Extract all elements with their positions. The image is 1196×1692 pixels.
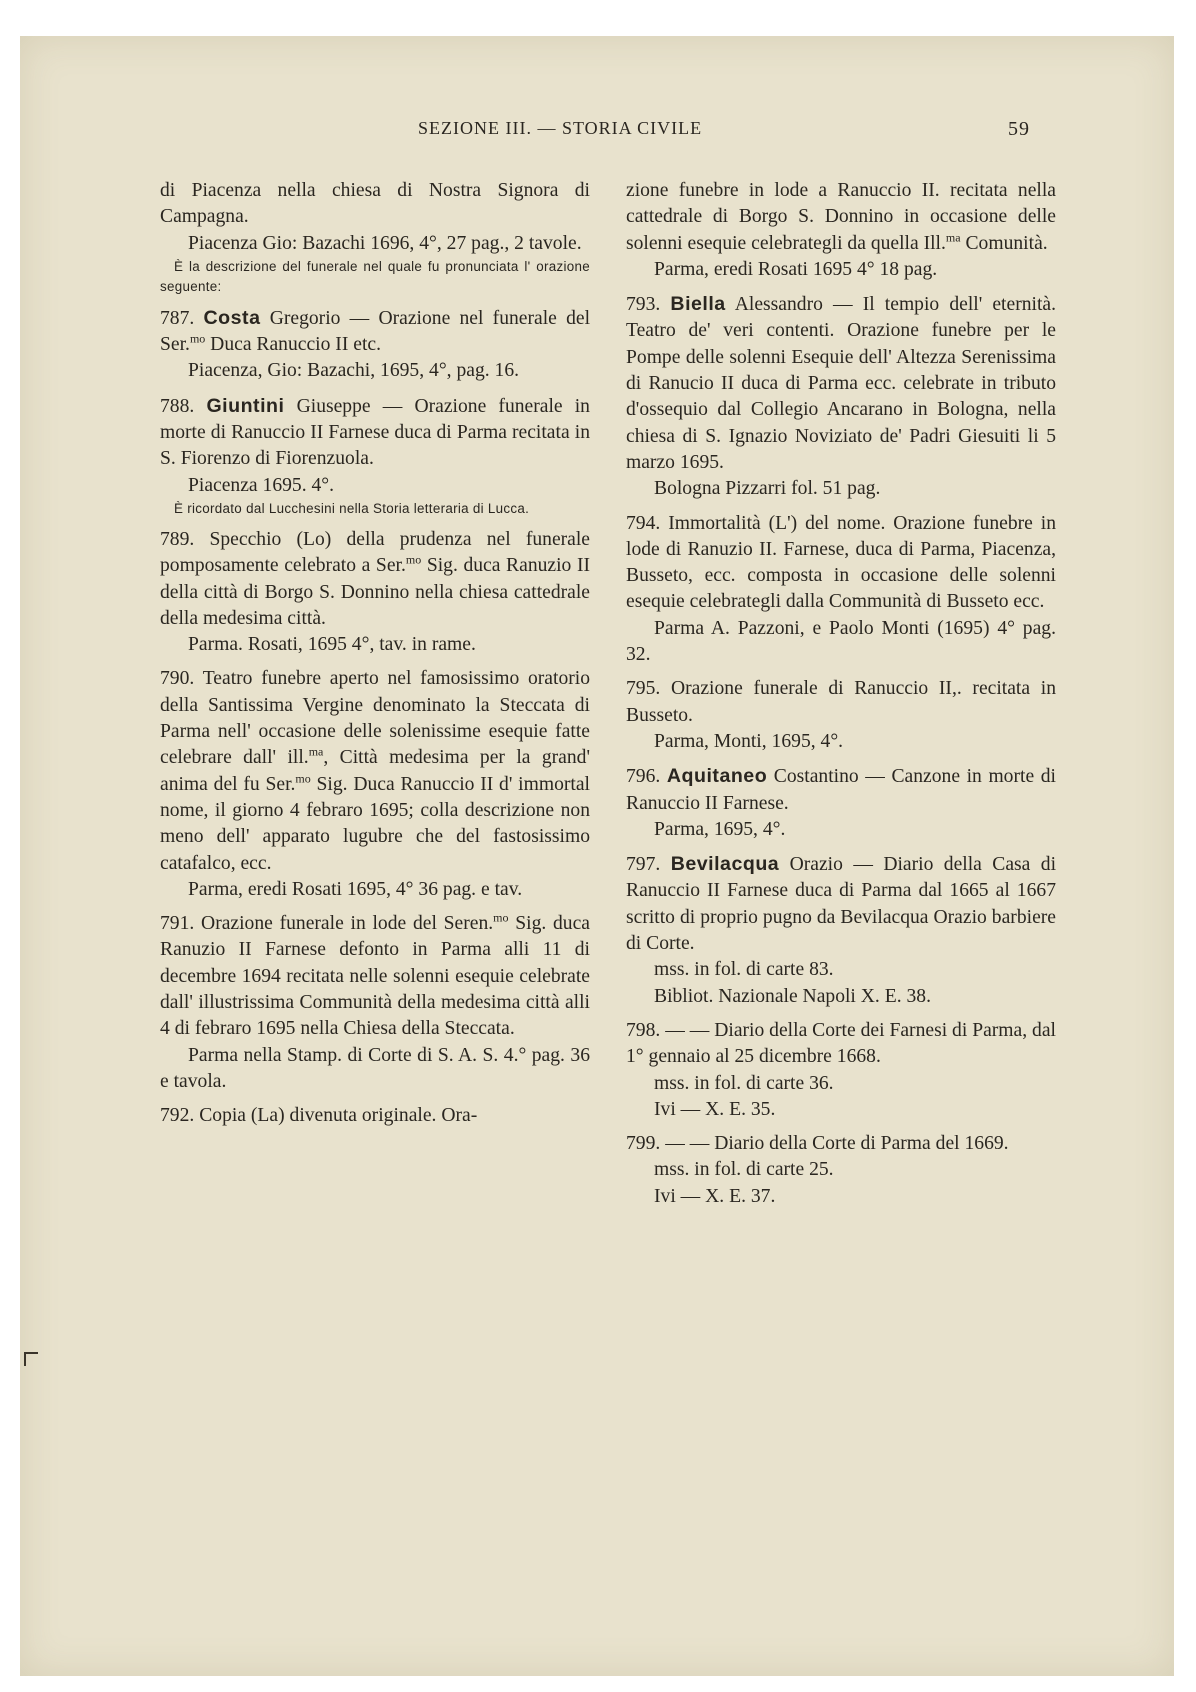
entry-text: Gregorio — Orazione nel funerale del Ser. — [160, 307, 591, 356]
entry-author: Giuntini — [206, 394, 285, 417]
entry-text: Alessandro — Il tempio dell' eternità. Teatro de' veri contenti. Orazione funebre per le Pompe delle solenni Esequie dell' Altezza Serenissima di Ranucio II duca di Parma ecc. celebrate in tributo d'ossequio dal Collegio Ancarano in Bologna, nella chiesa di S. Ignazio Noviziato de' Padri Giesuiti li 5 marzo 1695. — [626, 294, 1057, 473]
entry-789 — [160, 527, 590, 658]
entry-text: — — Diario della Corte di Parma del 1669. — [665, 1133, 1009, 1155]
entry-text-cont: Sig. duca Ranuzio II Farnese defonto in Parma alli 11 di decembre 1694 recitata nelle solenni esequie celebrate dall' illustrissima Communità della medesima città alli 4 di febraro 1695 nella Chiesa della Steccata. — [160, 913, 590, 1040]
entry-number: 792. — [160, 1105, 195, 1127]
entry-text: Copia (La) divenuta originale. Ora- — [199, 1105, 478, 1127]
entry-note: È la descrizione del funerale nel quale fu pronunciata l' orazione seguente: — [160, 258, 590, 294]
margin-mark — [24, 1352, 38, 1354]
entry-text: Orazio — Diario della Casa di Ranuccio II Farnese duca di Parma dal 1665 al 1667 scritto di proprio pugno da Bevilacqua Orazio barbiere di Corte. — [626, 854, 1057, 955]
entry-791 — [160, 911, 590, 1095]
entry-799 — [626, 1131, 1056, 1210]
entry-793 — [626, 291, 1056, 502]
superscript: mo — [295, 771, 311, 786]
entry-location: Bibliot. Nazionale Napoli X. E. 38. — [654, 985, 931, 1007]
entry-798 — [626, 1018, 1056, 1123]
entry-publication: Parma nella Stamp. di Corte di S. A. S. 4.° pag. 36 e tavola. — [160, 1044, 590, 1092]
entry-continuation — [626, 178, 1056, 283]
entry-author: Biella — [670, 293, 726, 316]
section-title: SEZIONE III. — STORIA CIVILE — [418, 118, 703, 138]
entry-publication: Piacenza 1695. 4°. — [188, 474, 335, 496]
entry-text-cont: Duca Ranuccio II etc. — [205, 334, 381, 356]
superscript: mo — [493, 910, 509, 925]
entry-text: Teatro funebre aperto nel famosissimo oratorio della Santissima Vergine denominato la Steccata di Parma nell' occasione delle solenissime esequie fatte celebrare dall' ill. — [160, 668, 591, 769]
entry-787 — [160, 305, 590, 385]
entry-number: 794. — [626, 512, 661, 534]
entry-790 — [160, 666, 590, 903]
entry-number: 798. — [626, 1019, 661, 1041]
entry-publication: Piacenza Gio: Bazachi 1696, 4°, 27 pag., 2 tavole. — [188, 232, 582, 254]
entry-publication: Parma A. Pazzoni, e Paolo Monti (1695) 4° pag. 32. — [626, 617, 1056, 666]
entry-text: Giuseppe — Orazione funerale in morte di Ranuccio II Farnese duca di Parma recitata in S. Fiorenzo di Fiorenzuola. — [160, 395, 590, 470]
entry-792 — [160, 1103, 590, 1129]
entry-text: Specchio (Lo) della prudenza nel funerale pomposamente celebrato a Ser. — [160, 528, 591, 577]
entry-text: — — Diario della Corte dei Farnesi di Parma, dal 1° gennaio al 25 dicembre 1668. — [626, 1019, 1056, 1068]
entry-795 — [626, 676, 1056, 755]
entry-location: Ivi — X. E. 35. — [654, 1098, 776, 1120]
running-header — [0, 118, 1196, 148]
entry-794 — [626, 511, 1056, 669]
entry-number: 795. — [626, 678, 661, 700]
entry-number: 791. — [160, 913, 195, 935]
entry-publication: Piacenza, Gio: Bazachi, 1695, 4°, pag. 16. — [188, 360, 520, 382]
margin-mark — [24, 1352, 26, 1366]
entry-continuation — [160, 178, 590, 297]
entry-publication: Parma, eredi Rosati 1695, 4° 36 pag. e tav. — [188, 878, 523, 900]
superscript: ma — [945, 230, 961, 245]
entry-publication: mss. in fol. di carte 83. — [654, 959, 834, 981]
superscript: ma — [308, 744, 324, 759]
entry-number: 789. — [160, 528, 195, 550]
entry-location: Ivi — X. E. 37. — [654, 1185, 776, 1207]
entry-text: zione funebre in lode a Ranuccio II. recitata nella cattedrale di Borgo S. Donnino in occasione delle solenni esequie celebrategli da quella Ill. — [626, 180, 1056, 254]
entry-publication: Parma, 1695, 4°. — [654, 818, 786, 840]
entry-publication: mss. in fol. di carte 36. — [654, 1072, 834, 1094]
entry-publication: Bologna Pizzarri fol. 51 pag. — [654, 478, 881, 500]
entry-text: di Piacenza nella chiesa di Nostra Signora di Campagna. — [160, 180, 590, 228]
entry-publication: Parma. Rosati, 1695 4°, tav. in rame. — [188, 634, 476, 656]
entry-number: 793. — [626, 294, 661, 316]
entry-text: Orazione funerale di Ranuccio II,. recitata in Busseto. — [626, 678, 1056, 726]
entry-number: 790. — [160, 668, 195, 690]
entry-author: Bevilacqua — [670, 853, 780, 876]
entry-number: 799. — [626, 1133, 661, 1155]
entry-text-cont: , Città medesima per la grand' anima del fu Ser. — [160, 747, 590, 795]
entry-author: Aquitaneo — [666, 765, 768, 788]
entry-text: Orazione funerale in lode del Seren. — [201, 913, 494, 935]
entry-797 — [626, 851, 1056, 1010]
entry-text: Costantino — Canzone in morte di Ranuccio II Farnese. — [626, 766, 1056, 814]
superscript: mo — [405, 552, 422, 567]
entry-note: È ricordato dal Lucchesini nella Storia letteraria di Lucca. — [174, 500, 530, 516]
superscript: mo — [189, 331, 206, 346]
right-column — [626, 178, 1056, 1218]
entry-number: 787. — [160, 307, 195, 329]
entry-796 — [626, 763, 1056, 843]
entry-publication: Parma, eredi Rosati 1695 4° 18 pag. — [654, 258, 938, 280]
entry-number: 788. — [160, 395, 195, 417]
entry-author: Costa — [203, 306, 261, 329]
entry-text-cont: Comunità. — [960, 232, 1048, 254]
entry-publication: Parma, Monti, 1695, 4°. — [654, 730, 844, 752]
entry-788 — [160, 393, 590, 519]
entry-publication: mss. in fol. di carte 25. — [654, 1159, 834, 1181]
left-column — [160, 178, 590, 1138]
entry-text-cont: Sig. Duca Ranuccio II d' immortal nome, il giorno 4 febraro 1695; colla descrizione non meno dell' apparato lugubre che del fastosissimo catafalco, ecc. — [160, 773, 590, 874]
entry-number: 796. — [626, 766, 661, 788]
page-number: 59 — [1008, 118, 1030, 140]
entry-text-cont: Sig. duca Ranuzio II della città di Borgo S. Donnino nella chiesa cattedrale della medesima città. — [160, 555, 591, 629]
entry-number: 797. — [626, 854, 661, 876]
entry-text: Immortalità (L') del nome. Orazione funebre in lode di Ranuzio II. Farnese, duca di Parma, Piacenza, Busseto, ecc. composta in occasione delle solenni esequie celebrategli dalla Communità di Busseto ecc. — [626, 512, 1056, 613]
